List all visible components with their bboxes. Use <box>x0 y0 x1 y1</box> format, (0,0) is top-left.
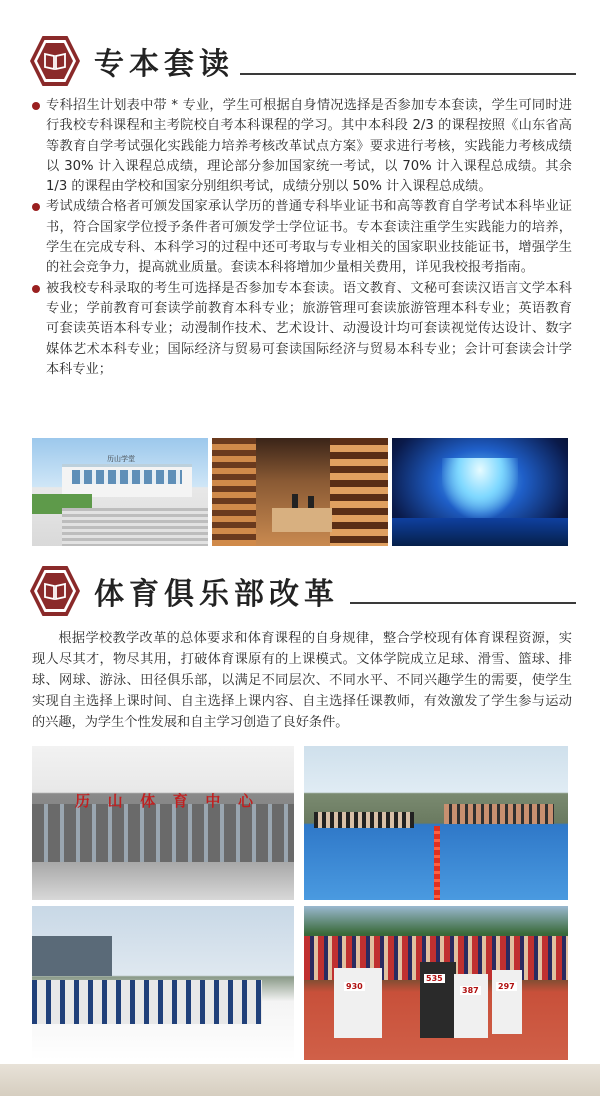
section-title: 专本套读 <box>94 47 234 82</box>
library-photo <box>212 438 388 546</box>
fountain-photo <box>392 438 568 546</box>
list-item: 考试成绩合格者可颁发国家承认学历的普通专科毕业证书和高等教育自学考试本科毕业证书，符合国家学位授予条件者可颁发学士学位证书。专本套读注重学生实践能力的培养，学生在完成专科、本科学习的过程中还可考取与专业相关的国家职业技能证书，增强学生的社会竞争力，提高就业质量。套读本科将增加少量相关费用，详见我校报考指南。 <box>32 197 572 278</box>
sports-club-paragraph: 根据学校教学改革的总体要求和体育课程的自身规律，整合学校现有体育课程资源，实现人尽其才，物尽其用，打破体育课原有的上课模式。文体学院成立足球、滑雪、篮球、排球、网球、游泳、田径俱乐部，以满足不同层次、不同水平、不同兴趣学生的需要，使学生实现自主选择上课时间、自主选择上课内容、自主选择任课教师，有效激发了学生参与运动的兴趣，为学生个性发展和自主学习创造了良好条件。 <box>32 631 572 730</box>
race-bib: 297 <box>498 982 515 991</box>
race-bib: 930 <box>346 982 363 991</box>
sports-center-sign: 历 山 体 育 中 心 <box>75 792 255 810</box>
title-underline <box>350 602 576 604</box>
section-header-zhuanben <box>30 36 234 86</box>
hexagon-badge <box>30 36 80 86</box>
background-strip <box>0 1064 600 1096</box>
race-bib: 535 <box>426 974 443 983</box>
title-underline <box>240 73 576 75</box>
race-bib: 387 <box>462 986 479 995</box>
hexagon-badge <box>30 566 80 616</box>
bullet-dot <box>32 102 40 110</box>
book-icon <box>44 582 66 600</box>
swimming-pool-photo <box>304 746 568 900</box>
campus-building-photo <box>32 438 208 546</box>
book-icon <box>44 52 66 70</box>
bullet-dot <box>32 285 40 293</box>
bullet-list <box>32 96 572 380</box>
list-item: 被我校专科录取的考生可选择是否参加专本套读。语文教育、文秘可套读汉语言文学本科专业；学前教育可套读学前教育本科专业；旅游管理可套读旅游管理本科专业；英语教育可套读英语本科专业；动漫制作技术、艺术设计、动漫设计均可套读视觉传达设计、数字媒体艺术本科专业；国际经济与贸易可套读国际经济与贸易本科专业；会计可套读会计学本科专业； <box>32 279 572 380</box>
sports-center-photo <box>32 746 294 900</box>
section-title: 体育俱乐部改革 <box>94 577 339 612</box>
skiing-photo <box>32 906 294 1060</box>
campus-sign: 历山学堂 <box>107 455 135 463</box>
section-header-tiyu <box>30 566 339 616</box>
track-race-photo <box>304 906 568 1060</box>
bullet-dot <box>32 203 40 211</box>
list-item: 专科招生计划表中带 * 专业，学生可根据自身情况选择是否参加专本套读，学生可同时进行我校专科课程和主考院校自考本科课程的学习。其中本科段 2/3 的课程按照《山东省高等教育自学考试强化实践能力培养考核改革试点方案》要求进行考核，实践能力考核成绩以 30% 计入课程总成绩，理论部分参加国家统一考试，以 70% 计入课程总成绩。其余 1/3 的课程由学校和国家分别组织考试，成绩分别以 50% 计入课程总成绩。 <box>32 96 572 197</box>
